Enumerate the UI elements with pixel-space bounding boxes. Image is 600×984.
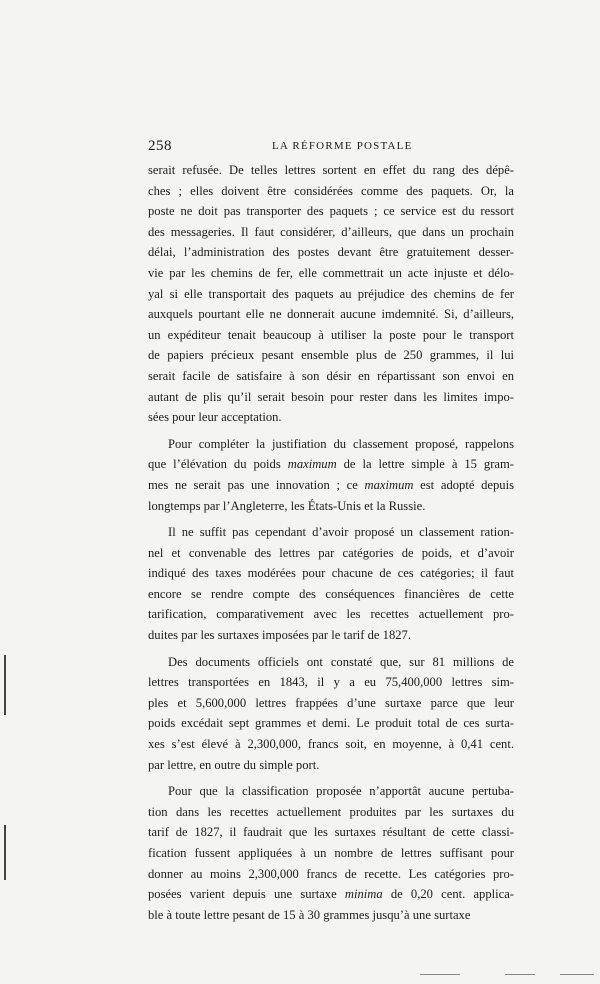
text-line: vie par les chemins de fer, elle commettrait un acte injuste et délo- bbox=[148, 265, 514, 280]
text-line: lettres transportées en 1843, il y a eu 75,400,000 lettres sim- bbox=[148, 675, 514, 690]
text-line: poste ne doit pas transporter des paquets ; ce service est du ressort bbox=[148, 204, 514, 219]
paragraph bbox=[148, 160, 514, 428]
text-line: ples et 5,600,000 lettres frappées d’une surtaxe parce que leur bbox=[148, 695, 514, 710]
paragraph bbox=[148, 781, 514, 925]
text-line: des messageries. Il faut considérer, d’ailleurs, que dans un prochain bbox=[148, 224, 514, 239]
page-number: 258 bbox=[148, 138, 172, 154]
page-header bbox=[148, 138, 510, 156]
body-text bbox=[148, 160, 514, 925]
paragraph bbox=[148, 522, 514, 646]
text-line: yal si elle transportait des paquets au préjudice des chemins de fer bbox=[148, 286, 514, 301]
text-line: serait facile de satisfaire à son désir en répartissant son envoi en bbox=[148, 368, 514, 383]
text-line: par lettre, en outre du simple port. bbox=[148, 757, 320, 772]
text-line: ches ; elles doivent être considérées comme des paquets. Or, la bbox=[148, 183, 514, 198]
text-line: encore se rendre compte des conséquences financières de cette bbox=[148, 586, 514, 601]
bottom-rule bbox=[505, 974, 535, 975]
text-line: Pour compléter la justifiation du classement proposé, rappelons bbox=[168, 436, 514, 451]
text-line: sées pour leur acceptation. bbox=[148, 410, 282, 425]
text-line: duites par les surtaxes imposées par le tarif de 1827. bbox=[148, 628, 411, 643]
text-line: un expéditeur tenait beaucoup à utiliser la poste pour le transport bbox=[148, 327, 514, 342]
text-line: Il ne suffit pas cependant d’avoir proposé un classement ration- bbox=[168, 525, 514, 540]
paragraph bbox=[148, 434, 514, 516]
text-line: autant de plis qu’il serait besoin pour rester dans les limites impo- bbox=[148, 389, 514, 404]
text-line: fication fussent appliquées à un nombre de lettres suffisant pour bbox=[148, 846, 514, 860]
text-line: xes s’est élevé à 2,300,000, francs soit, en moyenne, à 0,41 cent. bbox=[148, 737, 514, 752]
text-line: auxquels pourtant elle ne donnerait aucune imdemnité. Si, d’ailleurs, bbox=[148, 307, 514, 322]
text-line: posées varient depuis une surtaxe minima de 0,20 cent. applica- bbox=[148, 887, 514, 902]
text-line: ble à toute lettre pesant de 15 à 30 grammes jusqu’à une surtaxe bbox=[148, 907, 471, 922]
text-line: indiqué des taxes modérées pour chacune de ces catégories; il faut bbox=[148, 566, 514, 581]
text-line: tarification, comparativement avec les recettes actuellement pro- bbox=[148, 607, 514, 622]
text-line: mes ne serait pas une innovation ; ce maximum est adopté depuis bbox=[148, 477, 514, 492]
paragraph bbox=[148, 652, 514, 776]
text-line: donner au moins 2,300,000 francs de recette. Les catégories pro- bbox=[148, 866, 514, 881]
text-line: poids excédait sept grammes et demi. Le produit total de ces surta- bbox=[148, 716, 514, 731]
text-line: tarif de 1827, il faudrait que les surtaxes résultant de cette classi- bbox=[148, 825, 514, 840]
text-line: de papiers précieux pesant ensemble plus de 250 grammes, il lui bbox=[148, 348, 514, 363]
bottom-rule bbox=[560, 974, 594, 975]
text-line: longtemps par l’Angleterre, les États-Unis et la Russie. bbox=[148, 498, 426, 513]
text-line: nel et convenable des lettres par catégories de poids, et d’avoir bbox=[148, 545, 514, 560]
running-head: LA RÉFORME POSTALE bbox=[272, 140, 413, 152]
scan-margin-mark bbox=[4, 825, 6, 880]
text-line: tion dans les recettes actuellement produites par les surtaxes du bbox=[148, 804, 514, 819]
scan-margin-mark bbox=[4, 655, 6, 715]
bottom-rule bbox=[420, 974, 460, 975]
text-line: serait refusée. De telles lettres sortent en effet du rang des dépê- bbox=[148, 163, 514, 177]
text-line: délai, l’administration des postes devant être gratuitement desser- bbox=[148, 245, 514, 260]
text-line: Pour que la classification proposée n’apportât aucune pertuba- bbox=[168, 784, 514, 799]
text-line: que l’élévation du poids maximum de la lettre simple à 15 gram- bbox=[148, 457, 514, 472]
text-line: Des documents officiels ont constaté que, sur 81 millions de bbox=[168, 654, 514, 669]
